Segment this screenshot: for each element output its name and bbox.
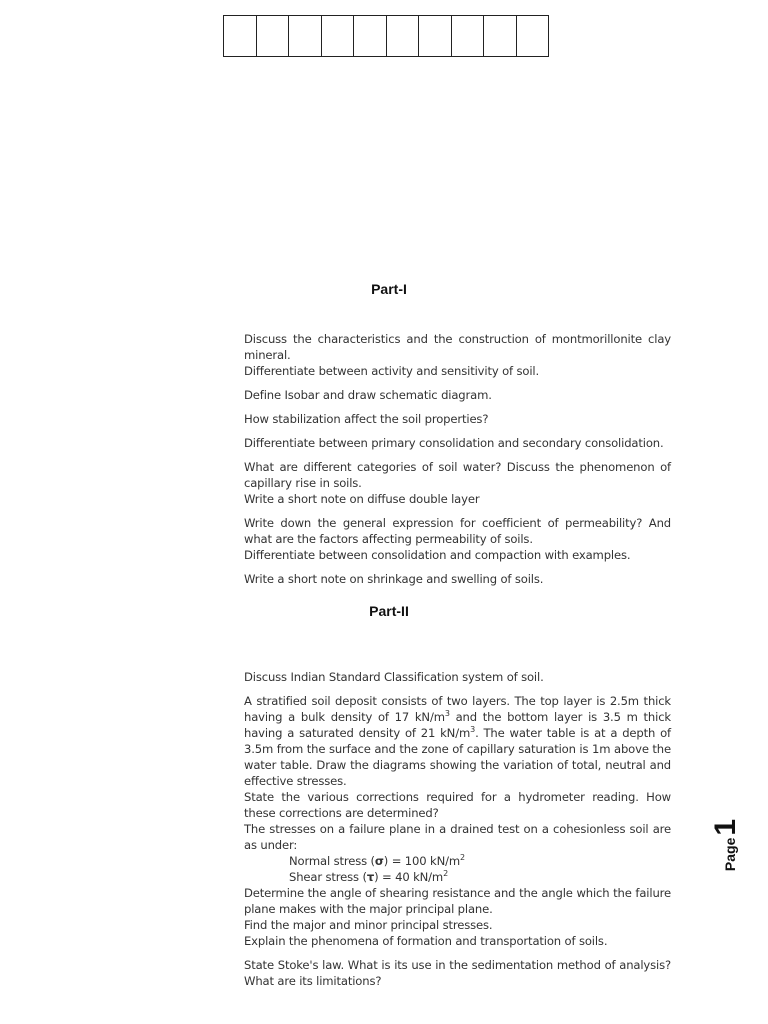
question-text-segment: . The water table is at a depth of 3.5m from the surface and the zone of capillary saturation is 1m above the water table. Draw the diagrams showing the variation of total, neutral and effective stresses.	[244, 726, 671, 788]
part2-heading: Part-II	[369, 603, 409, 619]
question-text: Differentiate between activity and sensitivity of soil.	[244, 364, 540, 378]
roll-number-cell	[322, 16, 355, 56]
normal-stress-line	[244, 853, 671, 869]
question-stratified-soil	[244, 693, 671, 789]
question-text: Differentiate between consolidation and compaction with examples.	[244, 548, 631, 562]
superscript: 3	[470, 725, 476, 735]
normal-stress-value: ) = 100 kN/m	[383, 854, 461, 868]
question-text: What are different categories of soil water? Discuss the phenomenon of capillary rise in soils.	[244, 460, 671, 490]
question-text: Differentiate between primary consolidation and secondary consolidation.	[244, 436, 664, 450]
question-text: How stabilization affect the soil properties?	[244, 412, 489, 426]
superscript: 2	[460, 853, 465, 863]
roll-number-cell	[484, 16, 517, 56]
shear-stress-label: Shear stress (	[289, 870, 367, 884]
question-text: Explain the phenomena of formation and transportation of soils.	[244, 934, 608, 948]
page-number: 1	[709, 818, 742, 836]
question-text: Write a short note on shrinkage and swelling of soils.	[244, 572, 544, 586]
part1-question-list	[244, 331, 671, 587]
superscript: 3	[444, 709, 450, 719]
part1-heading: Part-I	[371, 281, 407, 297]
sigma-symbol: σ	[374, 854, 384, 868]
tau-symbol: τ	[366, 870, 375, 884]
roll-number-cell	[354, 16, 387, 56]
question-text: Find the major and minor principal stresses.	[244, 918, 493, 932]
roll-number-cell	[257, 16, 290, 56]
question-text: State Stoke's law. What is its use in the sedimentation method of analysis? What are its limitations?	[244, 958, 671, 988]
question-text: Define Isobar and draw schematic diagram.	[244, 388, 492, 402]
roll-number-cell	[419, 16, 452, 56]
superscript: 2	[443, 869, 449, 879]
question-text: Discuss Indian Standard Classification system of soil.	[244, 670, 544, 684]
page-word: Page	[722, 837, 738, 872]
question-text: State the various corrections required for a hydrometer reading. How these corrections are determined?	[244, 790, 671, 820]
roll-number-cell	[387, 16, 420, 56]
page-number-label	[706, 810, 746, 880]
part2-question-list	[244, 669, 671, 989]
question-text: Discuss the characteristics and the construction of montmorillonite clay mineral.	[244, 332, 671, 362]
roll-number-cell	[517, 16, 550, 56]
normal-stress-label: Normal stress (	[289, 854, 375, 868]
question-text: Determine the angle of shearing resistance and the angle which the failure plane makes with the major principal plane.	[244, 886, 671, 916]
roll-number-boxes	[223, 15, 549, 57]
question-text: The stresses on a failure plane in a drained test on a cohesionless soil are as under:	[244, 822, 671, 852]
roll-number-cell	[289, 16, 322, 56]
question-text-segment: A stratified soil deposit consists of two layers. The top layer is 2.5m thick having a bulk density of 17 kN/m	[244, 694, 671, 724]
roll-number-cell	[452, 16, 485, 56]
question-text: Write down the general expression for coefficient of permeability? And what are the factors affecting permeability of soils.	[244, 516, 671, 546]
shear-stress-line	[244, 869, 671, 885]
question-text-segment: and the bottom layer is 3.5 m thick having a saturated density of 21 kN/m	[244, 710, 671, 740]
question-text: Write a short note on diffuse double layer	[244, 492, 480, 506]
roll-number-cell	[224, 16, 257, 56]
shear-stress-value: ) = 40 kN/m	[374, 870, 444, 884]
